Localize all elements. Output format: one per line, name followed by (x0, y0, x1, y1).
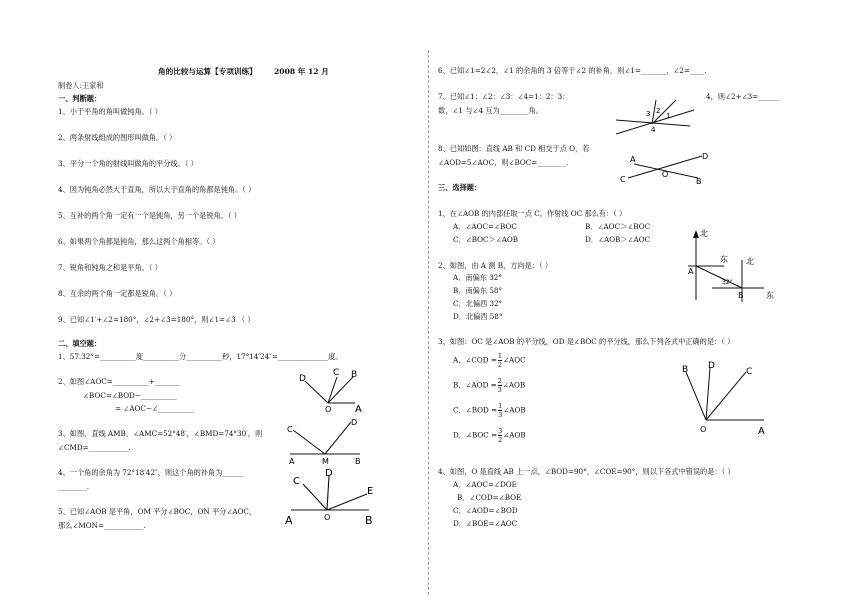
choice-3-option-d (453, 427, 526, 444)
figure-direction (682, 222, 792, 312)
figure-intersecting-lines (618, 148, 713, 188)
north-arrow-icon (693, 230, 699, 238)
choice-3-option-c (453, 402, 526, 419)
fraction (498, 352, 502, 369)
choice-4-option-c: C．∠AOD=∠BOD (453, 506, 518, 515)
fill-item-6: 6、已知∠1=2∠2，∠1 的余角的 3 倍等于∠2 的补角，则∠1=_______，∠2=____. (438, 66, 707, 75)
denominator: 3 (497, 386, 502, 394)
figure-straight-angle (283, 470, 378, 528)
label-d: D (708, 361, 715, 371)
choice-item-3: 3、如图：OC 是∠AOB 的平分线，OD 是∠BOC 的平分线，那么下列各式中正确的是：（ ） (438, 337, 735, 346)
choice-1-option-c: C．∠BOC＞∠AOB (453, 235, 519, 244)
label-a: A (758, 426, 765, 437)
label-3: 3 (646, 110, 651, 118)
label-east-a: 东 (720, 255, 728, 264)
denominator: 2 (497, 361, 503, 369)
label-a: A (289, 457, 295, 466)
choice-1-option-b: B．∠AOC＞∠BOC (585, 222, 651, 231)
choice-2-option-a: A．南偏东 32° (453, 273, 502, 282)
choice-3-option-a (453, 352, 526, 369)
label-4: 4 (651, 126, 656, 134)
figure-four-angles (612, 96, 697, 138)
figure-bisector (676, 362, 776, 437)
judge-item-9: 9、已知∠1′+∠2=180°，∠2+∠3=180°，则∠1=∠3 （ ） (58, 315, 255, 324)
label-o: O (700, 425, 707, 434)
choice-item-2: 2、如图，由 A 测 B，方向是：（ ） (438, 261, 553, 270)
choice-item-4: 4、如图，O 是直线 AB 上一点，∠BOD=90°，∠COE=90°，则以下各式中错误的是：（ ） (438, 467, 735, 476)
judge-item-4: 4、因为钝角必然大于直角，所以大于直角的角都是钝角。（ ） (58, 185, 256, 194)
fill-item-5-line1: 5、已知∠AOB 是平角，OM 平分∠BOC，ON 平分∠AOC， (58, 507, 257, 516)
option-suffix: ∠AOB (503, 430, 526, 440)
denominator: 3 (498, 411, 503, 419)
column-divider (428, 50, 429, 595)
fraction (498, 402, 502, 419)
option-suffix: ∠AOB (503, 405, 526, 415)
label-m: M (322, 457, 329, 466)
label-c: C (746, 367, 753, 377)
label-c: C (287, 425, 293, 434)
judge-item-1: 1、小于平角的角叫做钝角。（ ） (58, 107, 162, 116)
fill-item-4-line2: ________. (58, 482, 90, 491)
label-b: B (365, 514, 373, 527)
fill-item-2-line1: 2、如图∠AOC=__________+_______ (58, 377, 180, 386)
numerator: 1 (498, 402, 503, 410)
label-c: C (333, 368, 340, 378)
choice-2-option-c: C．北偏西 32° (453, 299, 503, 308)
fraction (498, 427, 502, 444)
label-c: C (620, 175, 626, 184)
choice-2-option-d: D．北偏西 58° (453, 312, 503, 321)
fill-item-2-line3: = ∠AOC−∠__________ (115, 404, 194, 413)
label-o: O (324, 513, 331, 522)
label-b: B (682, 365, 689, 375)
judge-item-8: 8、互余的两个角一定都是锐角。（ ） (58, 289, 177, 298)
fill-item-8-line2: ∠AOD=5∠AOC，则∠BOC=________. (438, 158, 569, 167)
numerator: 2 (497, 377, 502, 385)
judge-item-5: 5、互补的两个角一定有一个是钝角，另一个是锐角。（ ） (58, 211, 241, 220)
label-o: O (325, 405, 332, 414)
label-2: 2 (656, 107, 661, 115)
label-b: B (738, 291, 744, 300)
label-e: E (367, 486, 374, 497)
fill-item-1: 1、57.32°=__________度__________分__________秒，17°14′24″=______________度。 (58, 352, 343, 361)
option-prefix: D．∠BOC = (453, 430, 498, 440)
judge-item-6: 6、如果两个角都是钝角，那么这两个角相等。（ ） (58, 237, 220, 246)
fill-item-2-line2: ∠BOC=∠BOD−__________ (83, 391, 177, 400)
fill-item-5-line2: 那么∠MON=___________. (58, 521, 146, 530)
fill-item-4-line1: 4、一个角的余角为 72°18′42″，则这个角的补角为______ (58, 468, 244, 477)
fill-item-8-line1: 8、已知如图：直线 AB 和 CD 相交于点 O，若 (438, 144, 590, 153)
label-a: A (355, 404, 362, 415)
judge-item-7: 7、锐角和钝角之和是平角。（ ） (58, 263, 162, 272)
fill-item-7-line2: 4，则∠2+∠3=______ (706, 92, 780, 101)
judge-item-3: 3、平分一个角的射线叫做角的平分线。（ ） (58, 159, 198, 168)
figure-angle-aoc (295, 365, 370, 415)
fraction (498, 377, 502, 394)
choice-3-option-b (453, 377, 525, 394)
fill-item-3-line1: 3、如图，直线 AMB，∠AMC=52°48′，∠BMD=74°30′，则 (58, 429, 263, 438)
date: 2008 年 12 月 (274, 67, 329, 76)
page-title: 角的比较与运算【专项训练】 (158, 67, 257, 76)
fill-item-7-line1: 7、已知∠1：∠2：∠3：∠4=1：2：3： (438, 92, 570, 101)
option-prefix: A．∠COD = (453, 355, 497, 365)
section-fill-heading: 二、填空题： (58, 339, 102, 348)
choice-1-option-d: D．∠AOB＞∠AOC (585, 235, 651, 244)
label-b: B (351, 370, 358, 380)
figure-line-amb (285, 418, 370, 468)
label-d: D (299, 374, 306, 384)
label-north-b: 北 (746, 257, 754, 266)
choice-2-option-b: B．南偏东 58° (453, 286, 503, 295)
author: 制卷人:王家和 (58, 81, 104, 90)
numerator: 1 (497, 352, 503, 360)
label-d: D (351, 418, 358, 427)
option-prefix: B．∠AOD = (453, 380, 497, 390)
label-b: B (355, 457, 361, 466)
choice-4-option-b: B．∠COD=∠BOE (457, 493, 522, 502)
choice-1-option-a: A．∠AOC=∠BOC (453, 222, 517, 231)
section-judge-heading: 一、判断题： (58, 94, 102, 103)
fill-item-7-line3: 数，∠1 与∠4 互为________角。 (438, 106, 543, 115)
label-east-b: 东 (766, 291, 774, 300)
denominator: 2 (498, 436, 503, 444)
label-1: 1 (666, 112, 671, 120)
label-a: A (688, 267, 694, 276)
label-north-a: 北 (700, 229, 708, 238)
label-a: A (630, 155, 636, 164)
section-choice-heading: 三、选择题： (438, 183, 482, 192)
choice-4-option-a: A．∠AOC=∠DOE (453, 480, 517, 489)
option-suffix: ∠AOB (502, 380, 526, 390)
label-d: D (702, 152, 709, 161)
choice-item-1: 1、在∠AOB 的内部任取一点 C，作射线 OC 那么有：（ ） (438, 209, 627, 218)
label-d: D (325, 468, 333, 479)
numerator: 3 (498, 427, 503, 435)
choice-4-option-d: D．∠BOE=∠AOC (453, 519, 518, 528)
label-c: C (293, 476, 300, 487)
option-suffix: ∠AOC (503, 355, 526, 365)
label-b: B (696, 177, 702, 186)
label-o: O (662, 170, 669, 179)
label-a: A (285, 514, 293, 527)
label-angle: 32° (722, 279, 733, 286)
option-prefix: C．∠BOD = (453, 405, 498, 415)
judge-item-2: 2、两条射线组成的图形叫做角。（ ） (58, 133, 177, 142)
fill-item-3-line2: ∠CMD=___________. (58, 443, 131, 452)
